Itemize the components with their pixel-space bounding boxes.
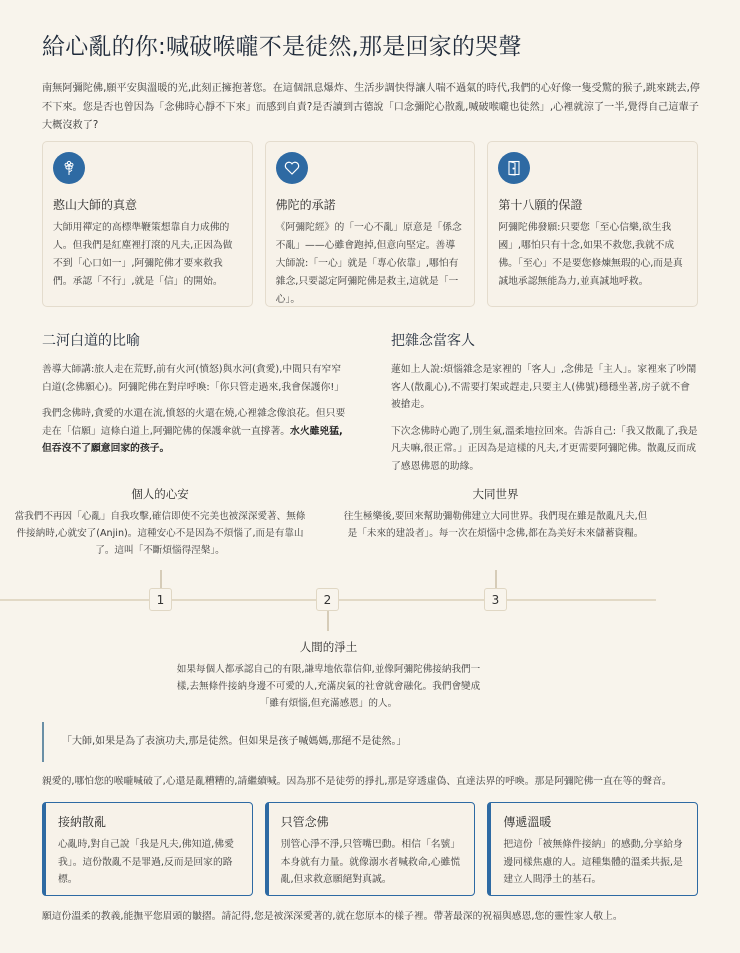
card-hanshan [42, 141, 253, 307]
timeline-node-3: 3 [484, 588, 507, 611]
card-title: 接納散亂 [58, 815, 107, 829]
card-body: 《阿彌陀經》的「一心不亂」原意是「係念不亂」——心雖會跑掉,但意向堅定。善導大師說:「一心」就是「專心依靠」,哪怕有雜念,只要認定阿彌陀佛是救主,這就是「一心」。 [275, 222, 462, 305]
flower-icon [53, 152, 85, 184]
timeline-item-personal [10, 486, 310, 559]
timeline-node-1: 1 [149, 588, 172, 611]
practice-cards [42, 802, 698, 896]
timeline-body: 當我們不再因「心亂」自我攻擊,確信即使不完美也被深深愛著、無條件接納時,心就安了(Anjin)。這種安心不是因為不煩惱了,而是有靠山了。這叫「不斷煩惱得涅槃」。 [14, 511, 306, 556]
section-paragraph: 蓮如上人說:煩惱雜念是家裡的「客人」,念佛是「主人」。家裡來了吵鬧客人(散亂心),不需要打架或趕走,只要主人(佛號)穩穩坐著,房子就不會被搶走。 [391, 364, 697, 410]
practice-card [265, 802, 476, 896]
practice-card [42, 802, 253, 896]
card-body: 心亂時,對自己說「我是凡夫,佛知道,佛愛我」。這份散亂不是罪過,反而是回家的路標。 [58, 839, 234, 885]
card-title: 佛陀的承諾 [275, 198, 336, 212]
section-paragraph: 善導大師講:旅人走在荒野,前有火河(憤怒)與水河(貪愛),中間只有窄窄白道(念佛願心)。阿彌陀佛在對岸呼喚:「你只管走過來,我會保護你!」 [42, 364, 345, 393]
emphasis-text: 水火雖兇猛,但吞沒不了願意回家的孩子。 [42, 425, 343, 454]
timeline-title: 個人的心安 [131, 487, 189, 501]
section-heading: 二河白道的比喻 [42, 333, 140, 349]
section-two-rivers [42, 330, 349, 484]
card-body: 別管心淨不淨,只管嘴巴動。相信「名號」本身就有力量。就像溺水者喊救命,心雖慌亂,但求救意願絕對真誠。 [280, 839, 461, 885]
timeline-node-2: 2 [316, 588, 339, 611]
card-title: 傳遞溫暖 [503, 815, 552, 829]
timeline-stem [327, 611, 329, 631]
timeline-body: 往生極樂後,要回來幫助彌勒佛建立大同世界。我們現在雖是散亂凡夫,但是「未來的建設者」。每一次在煩惱中念佛,都在為美好未來儲蓄資糧。 [343, 511, 648, 539]
heart-icon [276, 152, 308, 184]
section-heading: 把雜念當客人 [391, 333, 475, 349]
practice-card [487, 802, 698, 896]
card-title: 第十八願的保證 [498, 198, 583, 212]
farewell-paragraph: 願這份溫柔的教義,能撫平您眉頭的皺摺。請記得,您是被深深愛著的,就在您原本的樣子裡。帶著最深的祝福與感恩,您的靈性家人敬上。 [42, 911, 623, 922]
timeline-item-world [343, 486, 648, 542]
door-icon [498, 152, 530, 184]
timeline-body: 如果每個人都承認自己的有限,謙卑地依靠信仰,並像阿彌陀佛接納我們一樣,去無條件接納身邊不可愛的人,充滿戾氣的社會就會融化。我們會變成「雖有煩惱,但充滿感恩」的人。 [176, 664, 481, 709]
card-title: 憨山大師的真意 [53, 198, 138, 212]
timeline-title: 人間的淨土 [299, 640, 358, 654]
timeline-title: 大同世界 [472, 487, 519, 501]
section-guests [391, 330, 698, 484]
page-title: 給心亂的你:喊破喉嚨不是徒然,那是回家的哭聲 [42, 34, 522, 60]
card-buddha-promise [265, 141, 476, 307]
intro-paragraph: 南無阿彌陀佛,願平安與溫暖的光,此刻正擁抱著您。在這個訊息爆炸、生活步調快得讓人喘不過氣的時代,我們的心好像一隻受驚的猴子,跳來跳去,停不下來。您是否也曾因為「念佛時心靜不下來」而感到自責?是否讀到古德說「口念彌陀心散亂,喊破喉嚨也徒然」,心裡就涼了一半,覺得自己這輩子大概沒救了? [42, 83, 700, 131]
timeline-item-pure-land [176, 639, 481, 712]
card-body: 大師用禪定的高標準鞭策想靠自力成佛的人。但我們是紅塵裡打滾的凡夫,正因為做不到「心口如一」,阿彌陀佛才要來救我們。承認「不行」,就是「信」的開始。 [53, 222, 233, 287]
section-paragraph: 我們念佛時,貪愛的水還在流,憤怒的火還在燒,心裡雜念像浪花。但只要走在「信願」這條白道上,阿彌陀佛的保護傘就一直撐著。水火雖兇猛,但吞沒不了願意回家的孩子。 [42, 408, 346, 454]
timeline-stem [495, 570, 497, 588]
card-title: 只管念佛 [280, 815, 329, 829]
card-body: 阿彌陀佛發願:只要您「至心信樂,欲生我國」,哪怕只有十念,如果不救您,我就不成佛。「至心」不是要您修煉無瑕的心,而是真誠地承認無能為力,並真誠地呼救。 [498, 222, 683, 287]
section-paragraph: 下次念佛時心跑了,別生氣,溫柔地拉回來。告訴自己:「我又散亂了,我是凡夫嘛,很正常。」正因為是這樣的凡夫,才更需要阿彌陀佛。散亂反而成了感恩佛恩的助緣。 [391, 425, 698, 472]
timeline-stem [160, 570, 162, 588]
blockquote: 「大師,如果是為了表演功夫,那是徒然。但如果是孩子喊媽媽,那絕不是徒然。」 [42, 722, 702, 762]
timeline [0, 486, 698, 711]
card-body: 把這份「被無條件接納」的感動,分享給身邊同樣焦慮的人。這種集體的溫柔共振,是建立人間淨土的基石。 [503, 839, 683, 885]
card-18th-vow [487, 141, 698, 307]
insight-cards [42, 141, 698, 307]
closing-paragraph: 親愛的,哪怕您的喉嚨喊破了,心還是亂糟糟的,請繼續喊。因為那不是徒勞的掙扎,那是穿透虛偽、直達法界的呼喚。那是阿彌陀佛一直在等的聲音。 [42, 776, 672, 787]
two-column-section [42, 330, 698, 484]
